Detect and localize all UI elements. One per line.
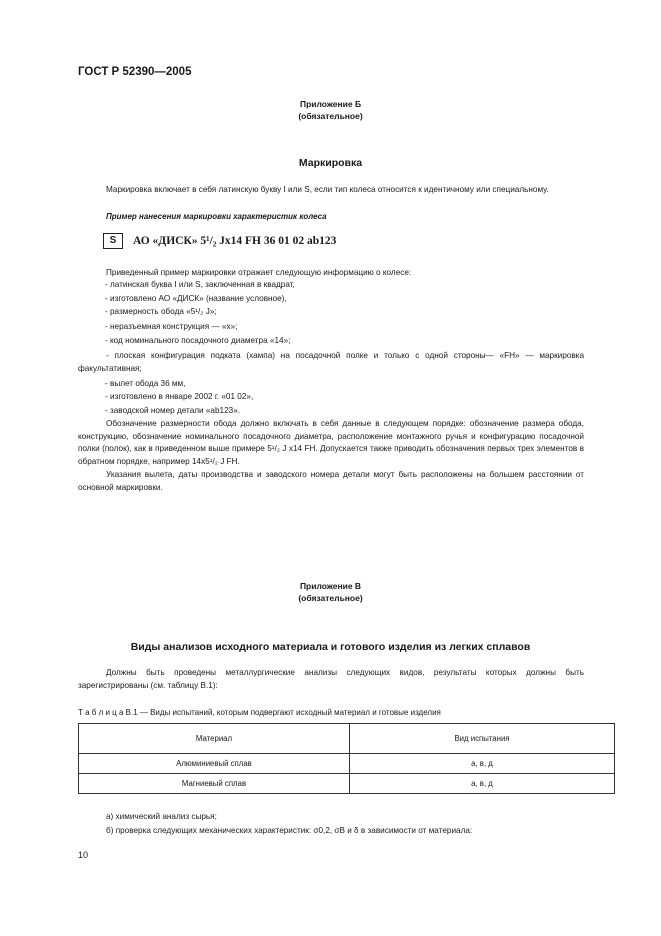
table-header-material: Материал <box>79 724 350 754</box>
location-paragraph: Указания вылета, даты производства и заводского номера детали могут быть расположены на большем расстоянии от основной маркировки. <box>78 470 584 492</box>
appendix-b-heading: Маркировка <box>298 157 363 169</box>
table-cell: а, в, д <box>350 754 615 774</box>
list-item: - латинская буква I или S, заключенная в квадрат, <box>105 280 295 289</box>
table-row <box>79 754 615 774</box>
appendix-b-status: (обязательное) <box>298 111 363 121</box>
table-row <box>79 774 615 794</box>
list-item: - вылет обода 36 мм, <box>105 379 186 388</box>
page-number: 10 <box>78 850 89 860</box>
info-intro: Приведенный пример маркировки отражает следующую информацию о колесе: <box>106 268 412 277</box>
marking-square-box: S <box>103 233 123 249</box>
analyses-paragraph: Должны быть проведены металлургические анализы следующих видов, результаты которых должны быть зарегистрированы (см. таблицу В.1): <box>78 668 584 690</box>
marking-example <box>103 233 336 249</box>
table-cell: а, в, д <box>350 774 615 794</box>
appendix-b-title: Приложение Б <box>299 99 362 109</box>
table-cell: Магниевый сплав <box>79 774 350 794</box>
table-cell: Алюминиевый сплав <box>79 754 350 774</box>
table-header-test-type: Вид испытания <box>350 724 615 754</box>
tests-table <box>78 723 615 794</box>
list-item: - изготовлено АО «ДИСК» (название условное), <box>105 294 287 303</box>
list-item: - заводской номер детали «ab123». <box>105 406 241 415</box>
list-item: - размерность обода «5¹/₂ J»; <box>105 307 217 316</box>
list-item: - плоская конфигурация подката (хампа) на посадочной полке и только с одной стороны— «FH» — маркировка факультативная; <box>78 351 584 373</box>
list-b: б) проверка следующих механических характеристик: σ0,2, σB и δ в зависимости от материала: <box>106 826 473 835</box>
list-item: - неразъемная конструкция — «x»; <box>105 322 238 331</box>
document-header: ГОСТ Р 52390—2005 <box>78 66 192 78</box>
example-label: Пример нанесения маркировки характеристик колеса <box>106 212 327 221</box>
list-item: - изготовлено в январе 2002 г. «01 02», <box>105 392 254 401</box>
list-a: а) химический анализ сырья; <box>106 812 217 821</box>
table-caption: Т а б л и ц а В.1 — Виды испытаний, которым подвергают исходный материал и готовые изделия <box>78 708 441 717</box>
appendix-v-title: Приложение В <box>299 581 362 591</box>
intro-paragraph: Маркировка включает в себя латинскую букву I или S, если тип колеса относится к идентичному или специальному. <box>106 185 549 194</box>
list-item: - код номинального посадочного диаметра «14»; <box>105 336 291 345</box>
marking-text: АО «ДИСК» 5¹/₂ Jx14 FH 36 01 02 ab123 <box>133 235 337 247</box>
appendix-v-status: (обязательное) <box>298 593 363 603</box>
appendix-v-heading: Виды анализов исходного материала и готового изделия из легких сплавов <box>130 641 531 653</box>
order-paragraph: Обозначение размерности обода должно включать в себя данные в следующем порядке: обозначение размера обода, конструкцию, обозначение номинального посадочного диаметра, расположение монтажного ручья и конфигурацию посадочной полки (полок), как в приведенном выше примере 5¹/₂ J x14 FH. Допускается также приводить обозначения первых трех элементов в обратном порядке, например 14x5¹/₂ J FH. <box>78 419 584 466</box>
